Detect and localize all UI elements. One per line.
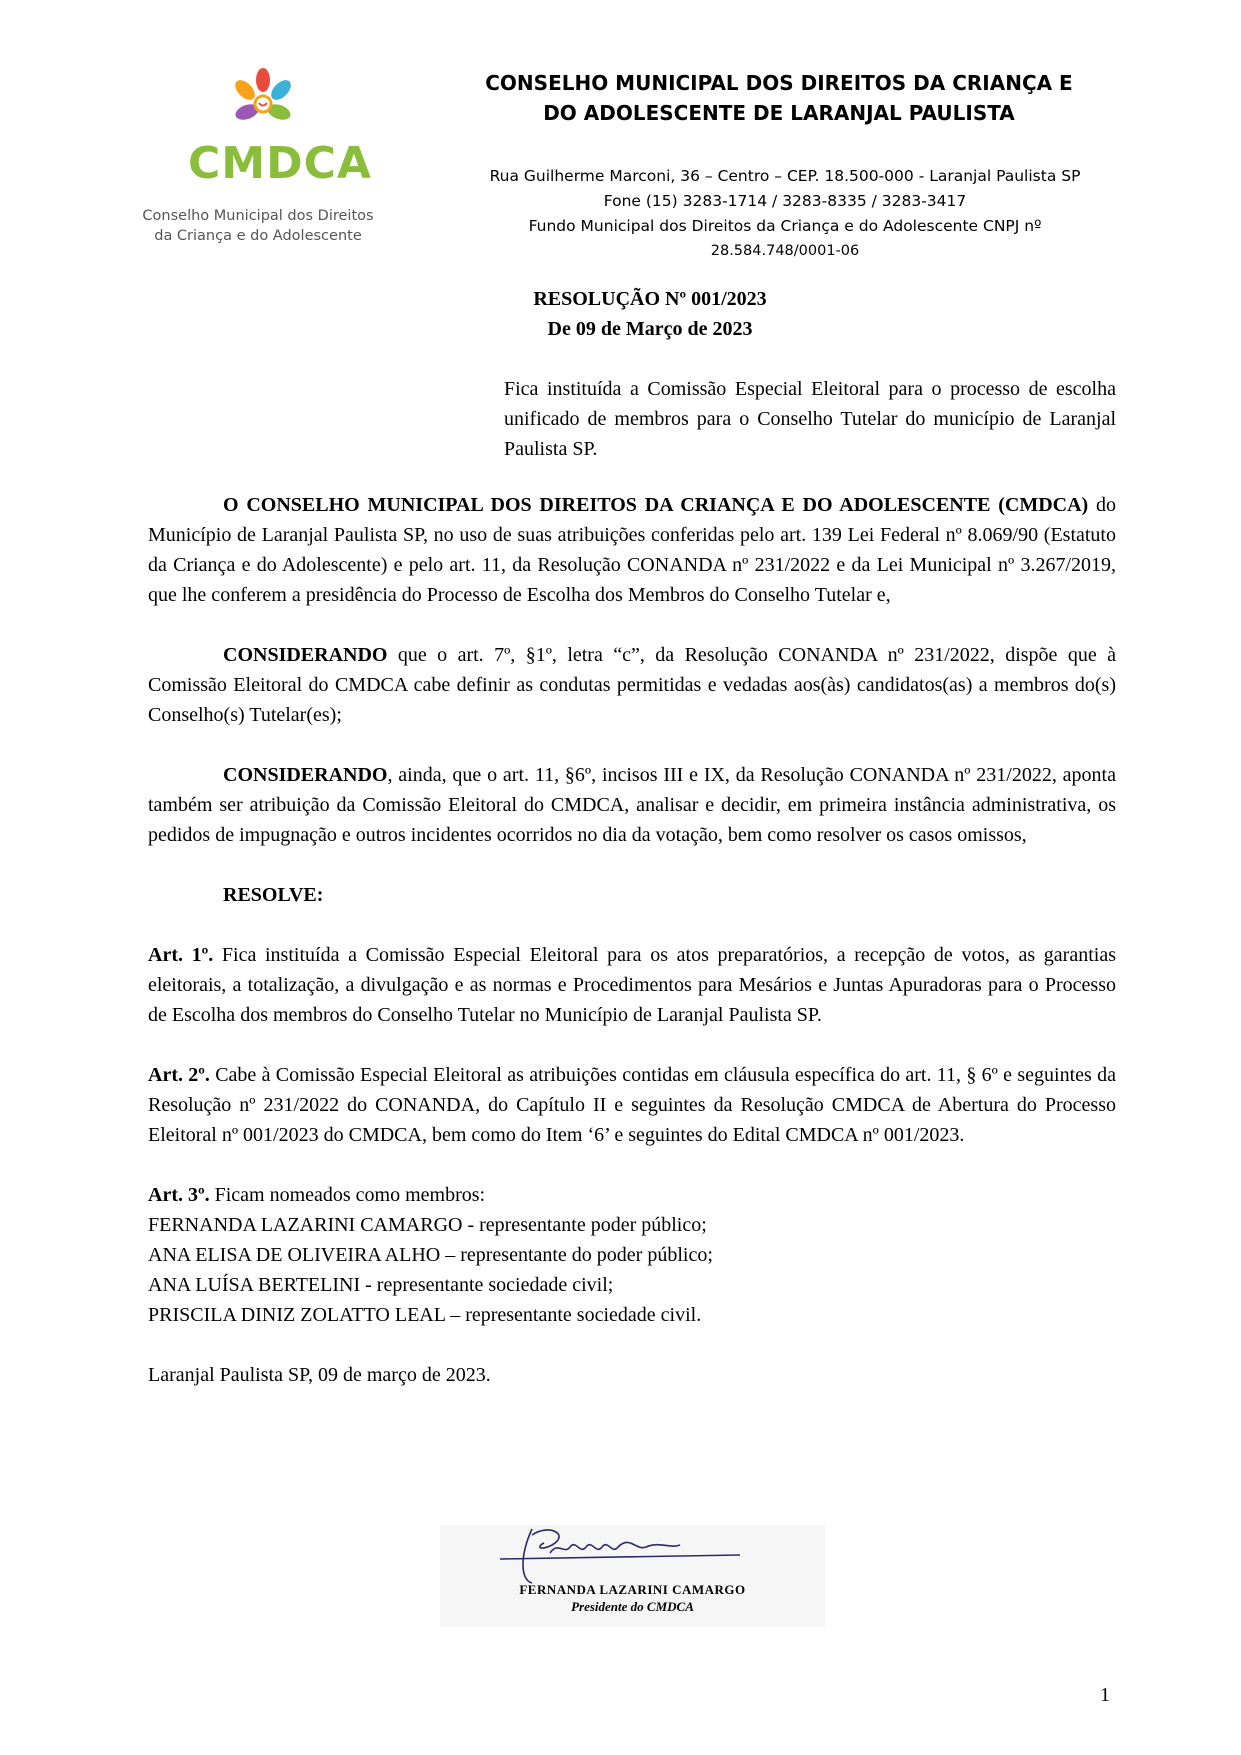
considerando-1 [148, 640, 1116, 730]
resolution-ementa: Fica instituída a Comissão Especial Eleitoral para o processo de escolha unificado de membros para o Conselho Tutelar do município de Laranjal Paulista SP. [504, 378, 1116, 460]
phone: Fone (15) 3283-1714 / 3283-8335 / 3283-3417 [603, 192, 967, 210]
article-2 [148, 1060, 1116, 1150]
place-date: Laranjal Paulista SP, 09 de março de 2023. [148, 1364, 491, 1386]
member-item: ANA LUÍSA BERTELINI - representante sociedade civil; [148, 1274, 614, 1296]
article-3-text: Ficam nomeados como membros: [209, 1184, 486, 1206]
title-line1: CONSELHO MUNICIPAL DOS DIREITOS DA CRIANÇA E [485, 71, 1073, 95]
signer-role: Presidente do CMDCA [571, 1599, 694, 1614]
resolution-heading [300, 284, 1000, 344]
signature-block [440, 1525, 825, 1627]
member-item: FERNANDA LAZARINI CAMARGO - representante poder público; [148, 1214, 707, 1236]
title-line2: DO ADOLESCENTE DE LARANJAL PAULISTA [543, 101, 1015, 125]
member-item: PRISCILA DINIZ ZOLATTO LEAL – representante sociedade civil. [148, 1304, 702, 1326]
cmdca-logo [128, 66, 388, 256]
logo-wordmark: CMDCA [188, 138, 372, 189]
article-3-intro [148, 1180, 1116, 1210]
article-3 [148, 1180, 1116, 1330]
address: Rua Guilherme Marconi, 36 – Centro – CEP. 18.500-000 - Laranjal Paulista SP [489, 167, 1081, 185]
considerando-2-text: , ainda, que o art. 11, §6º, incisos III e IX, da Resolução CONANDA nº 231/2022, aponta também ser atribuição da Comissão Eleitoral do CMDCA, analisar e decidir, em primeira instância administrativa, os pedidos de impugnação e outros incidentes ocorridos no dia da votação, bem como resolver os casos omissos, [148, 764, 1116, 846]
logo-subtitle-line2: da Criança e do Adolescente [154, 228, 362, 244]
article-1-label: Art. 1º. [148, 944, 214, 966]
signer-name: FERNANDA LAZARINI CAMARGO [519, 1582, 746, 1597]
organization-title [420, 68, 1138, 128]
logo-subtitle-line1: Conselho Municipal dos Direitos [142, 208, 374, 224]
contact-block [420, 164, 1150, 264]
article-2-text: Cabe à Comissão Especial Eleitoral as atribuições contidas em cláusula específica do art. 11, § 6º e seguintes da Resolução nº 231/2022 do CONANDA, do Capítulo II e seguintes da Resolução CMDCA de Abertura do Processo Eleitoral nº 001/2023 do CMDCA, bem como do Item ‘6’ e seguintes do Edital CMDCA nº 001/2023. [148, 1064, 1116, 1146]
hands-emblem-icon [223, 66, 303, 136]
resolve-heading [148, 880, 1116, 910]
resolve-text: RESOLVE: [223, 884, 324, 906]
article-2-label: Art. 2º. [148, 1064, 210, 1086]
resolution-body [148, 490, 1116, 1420]
intro-bold: O CONSELHO MUNICIPAL DOS DIREITOS DA CRIANÇA E DO ADOLESCENTE (CMDCA) [223, 494, 1089, 516]
resolution-number: RESOLUÇÃO Nº 001/2023 [533, 288, 767, 310]
cnpj: 28.584.748/0001-06 [710, 243, 860, 259]
considerando-1-bold: CONSIDERANDO [223, 644, 388, 666]
fund-name: Fundo Municipal dos Direitos da Criança e do Adolescente CNPJ nº [528, 217, 1042, 235]
intro-text: do Município de Laranjal Paulista SP, no uso de suas atribuições conferidas pelo art. 139 Lei Federal nº 8.069/90 (Estatuto da Criança e do Adolescente) e pelo art. 11, da Resolução CONANDA nº 231/2022 e da Lei Municipal nº 3.267/2019, que lhe conferem a presidência do Processo de Escolha dos Membros do Conselho Tutelar e, [148, 494, 1116, 606]
considerando-2 [148, 760, 1116, 850]
page-number: 1 [1100, 1684, 1110, 1706]
considerando-1-text: que o art. 7º, §1º, letra “c”, da Resolução CONANDA nº 231/2022, dispõe que à Comissão Eleitoral do CMDCA cabe definir as condutas permitidas e vedadas aos(às) candidatos(as) a membros do(s) Conselho(s) Tutelar(es); [148, 644, 1116, 726]
article-3-label: Art. 3º. [148, 1184, 210, 1206]
logo-subtitle [128, 206, 388, 246]
considerando-2-bold: CONSIDERANDO [223, 764, 388, 786]
article-1 [148, 940, 1116, 1030]
handwritten-signature-icon [440, 1525, 825, 1585]
resolution-date: De 09 de Março de 2023 [547, 318, 753, 340]
intro-paragraph [148, 490, 1116, 610]
member-item: ANA ELISA DE OLIVEIRA ALHO – representante do poder público; [148, 1244, 713, 1266]
article-1-text: Fica instituída a Comissão Especial Eleitoral para os atos preparatórios, a recepção de votos, as garantias eleitorais, a totalização, a divulgação e as normas e Procedimentos para Mesários e Juntas Apuradoras para o Processo de Escolha dos membros do Conselho Tutelar no Município de Laranjal Paulista SP. [148, 944, 1116, 1026]
